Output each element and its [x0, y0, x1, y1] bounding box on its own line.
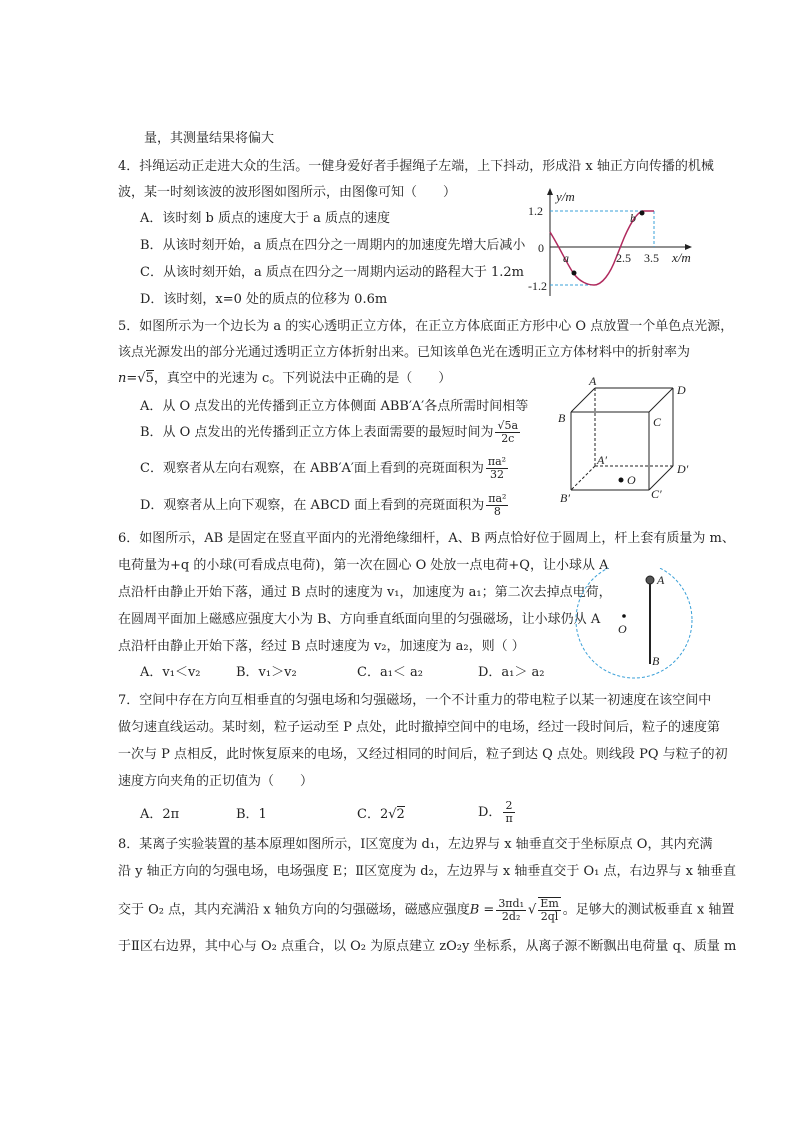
ball-at-a	[646, 576, 654, 584]
q5-option-b-den: 2c	[501, 432, 515, 445]
cube-label-b1: B′	[560, 491, 570, 505]
wave-tick-0: 0	[538, 241, 544, 255]
wave-point-a	[572, 271, 577, 276]
q6-option-a: A．v₁＜v₂	[140, 665, 201, 680]
q5-option-d-num: πa²	[488, 492, 507, 505]
wave-tick-1-2: 1.2	[528, 204, 543, 218]
cube-label-d1: D′	[677, 462, 689, 476]
q7-option-c-sqrt-value: 2	[396, 807, 405, 822]
wave-label-b: b	[630, 211, 636, 225]
q7-option-d-num: 2	[503, 800, 514, 813]
q8-line1: 8．某离子实验装置的基本原理如图所示，Ⅰ区宽度为 d₁，左边界与 x 轴垂直交于坐标原点 O，其内充满	[118, 837, 713, 852]
q8-line2: 沿 y 轴正方向的匀强电场，电场强度 E；Ⅱ区宽度为 d₂，左边界与 x 轴垂直交于 O₁ 点，右边界与 x 轴垂直	[118, 864, 737, 879]
circle-label-a: A	[657, 573, 665, 587]
cube-point-o	[619, 478, 624, 483]
q5-option-c	[140, 456, 510, 481]
q5-option-c-text: C．观察者从左向右观察，在 ABB′A′面上看到的亮斑面积为	[140, 461, 484, 476]
q7-option-c-sqrt-sign: √	[388, 807, 397, 822]
q8-line4: 于Ⅱ区右边界，其中心与 O₂ 点重合，以 O₂ 为原点建立 zO₂y 坐标系，从离子源不断飘出电荷量 q、质量 m	[118, 939, 737, 954]
circle-label-o: O	[618, 622, 627, 636]
q5-option-b	[140, 420, 522, 445]
continued-line: 量，其测量结果将偏大	[144, 131, 275, 146]
wave-point-b	[640, 211, 645, 216]
wave-tick-3-5: 3.5	[644, 251, 659, 265]
wave-y-arrow	[547, 188, 553, 195]
q5-option-b-fraction	[495, 420, 520, 445]
circle-figure	[572, 568, 708, 680]
wave-x-label: x/m	[672, 250, 691, 265]
circle-outline	[576, 568, 692, 678]
q4-option-b: B．从该时刻开始，a 质点在四分之一周期内的加速度先增大后减小	[140, 238, 526, 253]
cube-edge-a1b1	[571, 466, 595, 490]
q5-sqrt-value: 5	[145, 371, 154, 386]
q5-option-c-fraction	[486, 456, 508, 481]
q5-option-b-num: √5a	[497, 419, 519, 432]
cube-label-a1: A′	[597, 453, 607, 467]
q8-b-den: 2d₂	[501, 909, 521, 923]
q8-sqrt-den: 2ql	[540, 910, 559, 923]
q6-option-c: C．a₁＜ a₂	[357, 665, 424, 680]
q6-line2: 电荷量为+q 的小球(可看成点电荷)，第一次在圆心 O 处放一点电荷+Q，让小球从 A	[118, 558, 609, 573]
wave-tick-2-5: 2.5	[616, 251, 631, 265]
q4-line2: 波，某一时刻该波的波形图如图所示，由图像可知（ ）	[118, 185, 457, 200]
wave-label-a: a	[563, 251, 569, 265]
q7-option-c-prefix: C．2	[357, 807, 389, 822]
q5-line3-rest: ，真空中的光速为 c。下列说法中正确的是（ ）	[153, 371, 452, 386]
cube-label-o: O	[627, 473, 636, 487]
q8-b-fraction	[496, 898, 526, 923]
q5-sqrt-sign: √	[137, 371, 146, 386]
q7-option-d-prefix: D．	[478, 805, 502, 820]
q8-sqrt-num: Em	[540, 897, 559, 910]
cube-figure	[555, 376, 705, 506]
q5-option-d-den: 8	[493, 505, 501, 518]
cube-edge-dc	[649, 388, 673, 412]
q7-option-a: A．2π	[140, 807, 180, 822]
q5-option-d-text: D．观察者从上向下观察，在 ABCD 面上看到的亮斑面积为	[140, 498, 485, 513]
q6-option-b: B．v₁＞v₂	[236, 665, 297, 680]
q5-line3	[118, 370, 451, 388]
q5-option-b-text: B．从 O 点发出的光传播到正立方体上表面需要的最短时间为	[140, 425, 494, 440]
q8-line3	[118, 897, 734, 923]
wave-figure	[528, 186, 708, 298]
q6-line1: 6．如图所示，AB 是固定在竖直平面内的光滑绝缘细杆，A、B 两点恰好位于圆周上，杆上套有质量为 m、	[118, 531, 735, 546]
q5-line2: 该点光源发出的部分光通过透明正立方体折射出来。已知该单色光在透明正立方体材料中的折射率为	[118, 345, 691, 360]
q7-option-d-fraction	[503, 800, 514, 825]
q4-option-a: A．该时刻 b 质点的速度大于 a 质点的速度	[140, 211, 390, 226]
cube-label-b: B	[558, 411, 566, 425]
q7-option-c	[357, 806, 405, 824]
q8-line3-suffix: 。足够大的测试板垂直 x 轴置	[562, 902, 735, 918]
q8-b-num: 3πd₁	[498, 896, 524, 910]
q7-option-b: B．1	[236, 807, 267, 822]
q8-sqrt-sign: √	[528, 902, 537, 918]
cube-edge-ab	[571, 388, 595, 412]
q5-line1: 5．如图所示为一个边长为 a 的实心透明正立方体，在正立方体底面正方形中心 O 点放置一个单色点光源，	[118, 319, 734, 334]
q7-line3: 一次与 P 点相反，此时恢复原来的电场，又经过相同的时间后，粒子到达 Q 点处。则线段 PQ 与粒子的初	[118, 747, 728, 762]
cube-label-c: C	[653, 415, 662, 429]
q6-line5: 点沿杆由静止开始下落，经过 B 点时速度为 v₂，加速度为 a₂，则（ ）	[118, 639, 525, 654]
q5-option-c-num: πa²	[487, 455, 507, 468]
q7-option-d-den: π	[505, 812, 513, 825]
q8-sqrt-fraction	[538, 897, 560, 923]
wave-curve	[550, 211, 654, 285]
q5-option-c-den: 32	[489, 468, 504, 481]
q4-line1: 4．抖绳运动正走进大众的生活。一健身爱好者手握绳子左端，上下抖动，形成沿 x 轴正方向传播的机械	[118, 159, 714, 174]
q5-option-d	[140, 493, 510, 518]
q4-option-c: C．从该时刻开始，a 质点在四分之一周期内运动的路程大于 1.2m	[140, 265, 524, 280]
cube-label-d: D	[677, 383, 686, 397]
q6-line4: 在圆周平面加上磁感应强度大小为 B、方向垂直纸面向里的匀强磁场，让小球仍从 A	[118, 612, 601, 627]
q5-option-d-fraction	[486, 493, 508, 518]
q7-line2: 做匀速直线运动。某时刻，粒子运动至 P 点处，此时撤掉空间中的电场，经过一段时间后，粒子的速度第	[118, 720, 721, 735]
circle-label-b: B	[652, 654, 660, 668]
q6-line3: 点沿杆由静止开始下落，通过 B 点时的速度为 v₁，加速度为 a₁；第二次去掉点电荷，	[118, 585, 612, 600]
cube-label-c1: C′	[651, 487, 662, 501]
wave-y-label: y/m	[556, 189, 575, 204]
q5-n-symbol: n=	[118, 371, 138, 386]
q8-line3-prefix: 交于 O₂ 点，其内充满沿 x 轴负方向的匀强磁场，磁感应强度	[118, 902, 470, 918]
q4-option-d: D．该时刻，x=0 处的质点的位移为 0.6m	[140, 292, 388, 307]
q7-line4: 速度方向夹角的正切值为（ ）	[118, 774, 314, 789]
q6-option-d: D．a₁＞ a₂	[478, 665, 545, 680]
q5-option-a: A．从 O 点发出的光传播到正立方体侧面 ABB′A′各点所需时间相等	[140, 399, 529, 414]
circle-center-o	[622, 614, 626, 618]
wave-tick-neg-1-2: -1.2	[528, 279, 547, 293]
q7-option-d	[478, 800, 517, 825]
q8-b-equals: B =	[469, 902, 495, 918]
cube-label-a: A	[589, 376, 597, 388]
q7-line1: 7．空间中存在方向互相垂直的匀强电场和匀强磁场，一个不计重力的带电粒子以某一初速度在该空间中	[118, 693, 712, 708]
